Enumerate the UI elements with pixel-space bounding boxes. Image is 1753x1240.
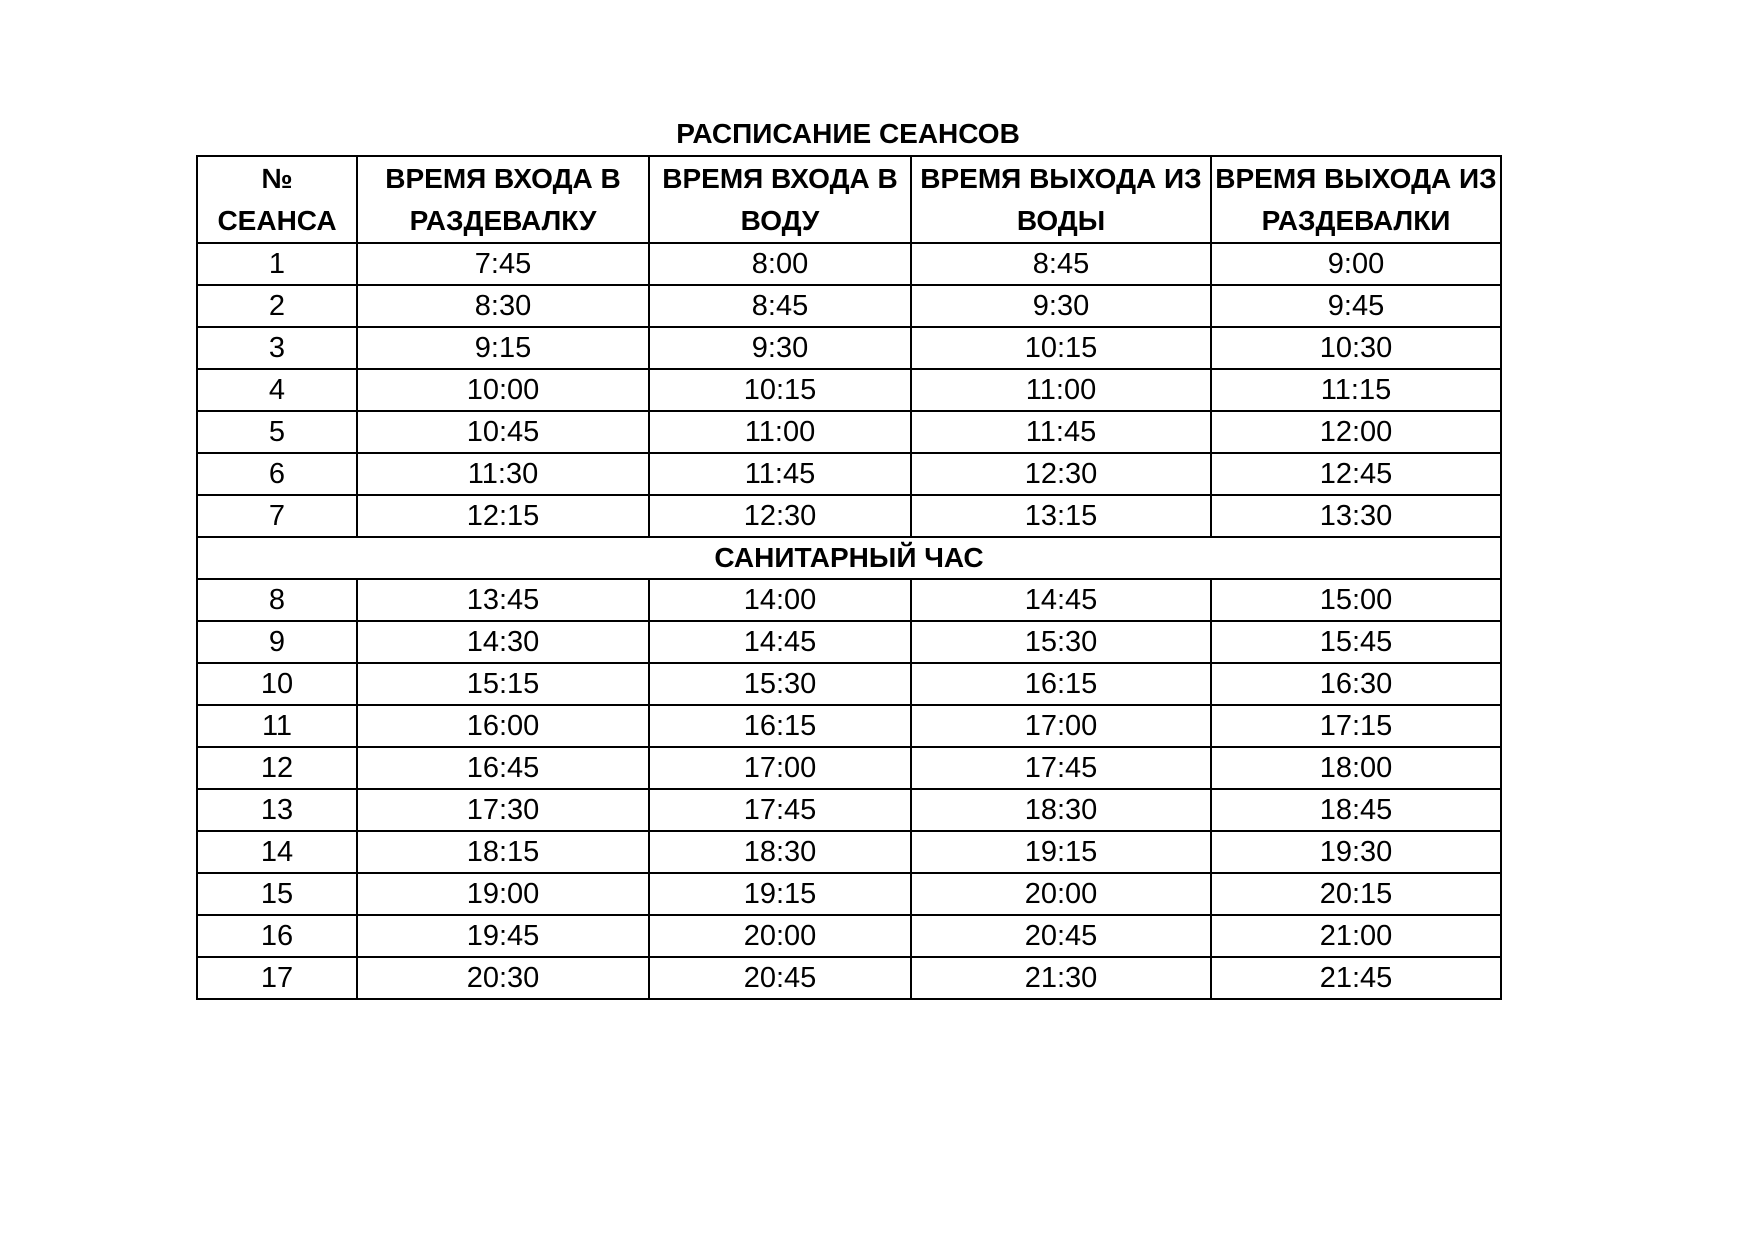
cell-water-exit: 16:15 bbox=[911, 663, 1211, 705]
cell-locker-entry: 8:30 bbox=[357, 285, 649, 327]
cell-locker-entry: 14:30 bbox=[357, 621, 649, 663]
cell-locker-exit: 9:45 bbox=[1211, 285, 1501, 327]
table-row bbox=[197, 957, 1501, 999]
cell-session-number: 8 bbox=[197, 579, 357, 621]
cell-water-entry: 20:00 bbox=[649, 915, 911, 957]
cell-water-exit: 17:45 bbox=[911, 747, 1211, 789]
cell-session-number: 10 bbox=[197, 663, 357, 705]
table-row bbox=[197, 873, 1501, 915]
cell-water-entry: 14:45 bbox=[649, 621, 911, 663]
table-row bbox=[197, 285, 1501, 327]
cell-water-exit: 8:45 bbox=[911, 243, 1211, 285]
cell-water-exit: 12:30 bbox=[911, 453, 1211, 495]
sanitary-break-label: САНИТАРНЫЙ ЧАС bbox=[197, 537, 1501, 579]
cell-water-exit: 11:00 bbox=[911, 369, 1211, 411]
cell-locker-exit: 20:15 bbox=[1211, 873, 1501, 915]
table-row bbox=[197, 663, 1501, 705]
cell-locker-entry: 16:45 bbox=[357, 747, 649, 789]
table-row bbox=[197, 789, 1501, 831]
header-water-entry: ВРЕМЯ ВХОДА В ВОДУ bbox=[649, 156, 911, 243]
table-row bbox=[197, 579, 1501, 621]
cell-locker-exit: 18:00 bbox=[1211, 747, 1501, 789]
cell-water-exit: 10:15 bbox=[911, 327, 1211, 369]
table-row bbox=[197, 495, 1501, 537]
sanitary-break-row bbox=[197, 537, 1501, 579]
cell-water-exit: 19:15 bbox=[911, 831, 1211, 873]
cell-water-entry: 9:30 bbox=[649, 327, 911, 369]
cell-water-entry: 17:45 bbox=[649, 789, 911, 831]
cell-locker-entry: 13:45 bbox=[357, 579, 649, 621]
table-row bbox=[197, 621, 1501, 663]
cell-locker-entry: 18:15 bbox=[357, 831, 649, 873]
cell-locker-exit: 19:30 bbox=[1211, 831, 1501, 873]
cell-session-number: 4 bbox=[197, 369, 357, 411]
cell-session-number: 5 bbox=[197, 411, 357, 453]
cell-locker-entry: 20:30 bbox=[357, 957, 649, 999]
header-session-number: № СЕАНСА bbox=[197, 156, 357, 243]
cell-water-entry: 8:00 bbox=[649, 243, 911, 285]
schedule-body bbox=[197, 243, 1501, 999]
cell-session-number: 2 bbox=[197, 285, 357, 327]
cell-water-exit: 21:30 bbox=[911, 957, 1211, 999]
cell-session-number: 12 bbox=[197, 747, 357, 789]
header-water-exit: ВРЕМЯ ВЫХОДА ИЗ ВОДЫ bbox=[911, 156, 1211, 243]
cell-locker-exit: 12:45 bbox=[1211, 453, 1501, 495]
header-locker-entry: ВРЕМЯ ВХОДА В РАЗДЕВАЛКУ bbox=[357, 156, 649, 243]
cell-water-exit: 20:45 bbox=[911, 915, 1211, 957]
cell-session-number: 13 bbox=[197, 789, 357, 831]
cell-locker-entry: 11:30 bbox=[357, 453, 649, 495]
cell-water-exit: 20:00 bbox=[911, 873, 1211, 915]
cell-session-number: 14 bbox=[197, 831, 357, 873]
header-locker-exit: ВРЕМЯ ВЫХОДА ИЗ РАЗДЕВАЛКИ bbox=[1211, 156, 1501, 243]
cell-water-entry: 15:30 bbox=[649, 663, 911, 705]
cell-locker-exit: 9:00 bbox=[1211, 243, 1501, 285]
cell-water-entry: 12:30 bbox=[649, 495, 911, 537]
table-header-row bbox=[197, 156, 1501, 243]
cell-water-exit: 13:15 bbox=[911, 495, 1211, 537]
cell-locker-exit: 21:45 bbox=[1211, 957, 1501, 999]
table-row bbox=[197, 327, 1501, 369]
cell-water-exit: 15:30 bbox=[911, 621, 1211, 663]
cell-locker-exit: 15:45 bbox=[1211, 621, 1501, 663]
cell-locker-entry: 12:15 bbox=[357, 495, 649, 537]
table-row bbox=[197, 453, 1501, 495]
cell-locker-entry: 19:00 bbox=[357, 873, 649, 915]
cell-water-exit: 11:45 bbox=[911, 411, 1211, 453]
cell-session-number: 1 bbox=[197, 243, 357, 285]
cell-locker-exit: 16:30 bbox=[1211, 663, 1501, 705]
page-title: РАСПИСАНИЕ СЕАНСОВ bbox=[676, 118, 1020, 149]
table-row bbox=[197, 747, 1501, 789]
cell-water-entry: 8:45 bbox=[649, 285, 911, 327]
cell-locker-entry: 10:00 bbox=[357, 369, 649, 411]
cell-locker-entry: 16:00 bbox=[357, 705, 649, 747]
cell-locker-entry: 15:15 bbox=[357, 663, 649, 705]
table-row bbox=[197, 369, 1501, 411]
cell-water-entry: 14:00 bbox=[649, 579, 911, 621]
table-row bbox=[197, 831, 1501, 873]
cell-locker-exit: 13:30 bbox=[1211, 495, 1501, 537]
cell-water-entry: 16:15 bbox=[649, 705, 911, 747]
cell-session-number: 11 bbox=[197, 705, 357, 747]
cell-session-number: 6 bbox=[197, 453, 357, 495]
cell-water-entry: 11:00 bbox=[649, 411, 911, 453]
cell-water-entry: 10:15 bbox=[649, 369, 911, 411]
cell-locker-exit: 17:15 bbox=[1211, 705, 1501, 747]
cell-session-number: 9 bbox=[197, 621, 357, 663]
table-row bbox=[197, 915, 1501, 957]
cell-locker-exit: 15:00 bbox=[1211, 579, 1501, 621]
cell-locker-exit: 21:00 bbox=[1211, 915, 1501, 957]
cell-session-number: 15 bbox=[197, 873, 357, 915]
cell-water-entry: 17:00 bbox=[649, 747, 911, 789]
cell-locker-exit: 18:45 bbox=[1211, 789, 1501, 831]
cell-session-number: 16 bbox=[197, 915, 357, 957]
cell-locker-exit: 10:30 bbox=[1211, 327, 1501, 369]
schedule-table bbox=[196, 155, 1502, 1000]
cell-locker-entry: 17:30 bbox=[357, 789, 649, 831]
cell-locker-entry: 10:45 bbox=[357, 411, 649, 453]
cell-locker-exit: 11:15 bbox=[1211, 369, 1501, 411]
cell-water-exit: 17:00 bbox=[911, 705, 1211, 747]
cell-water-exit: 18:30 bbox=[911, 789, 1211, 831]
cell-locker-entry: 7:45 bbox=[357, 243, 649, 285]
table-row bbox=[197, 243, 1501, 285]
cell-water-entry: 18:30 bbox=[649, 831, 911, 873]
cell-water-exit: 9:30 bbox=[911, 285, 1211, 327]
cell-water-exit: 14:45 bbox=[911, 579, 1211, 621]
cell-locker-entry: 9:15 bbox=[357, 327, 649, 369]
cell-session-number: 17 bbox=[197, 957, 357, 999]
cell-water-entry: 19:15 bbox=[649, 873, 911, 915]
cell-locker-exit: 12:00 bbox=[1211, 411, 1501, 453]
cell-water-entry: 20:45 bbox=[649, 957, 911, 999]
cell-session-number: 3 bbox=[197, 327, 357, 369]
cell-session-number: 7 bbox=[197, 495, 357, 537]
table-row bbox=[197, 705, 1501, 747]
table-row bbox=[197, 411, 1501, 453]
cell-water-entry: 11:45 bbox=[649, 453, 911, 495]
cell-locker-entry: 19:45 bbox=[357, 915, 649, 957]
